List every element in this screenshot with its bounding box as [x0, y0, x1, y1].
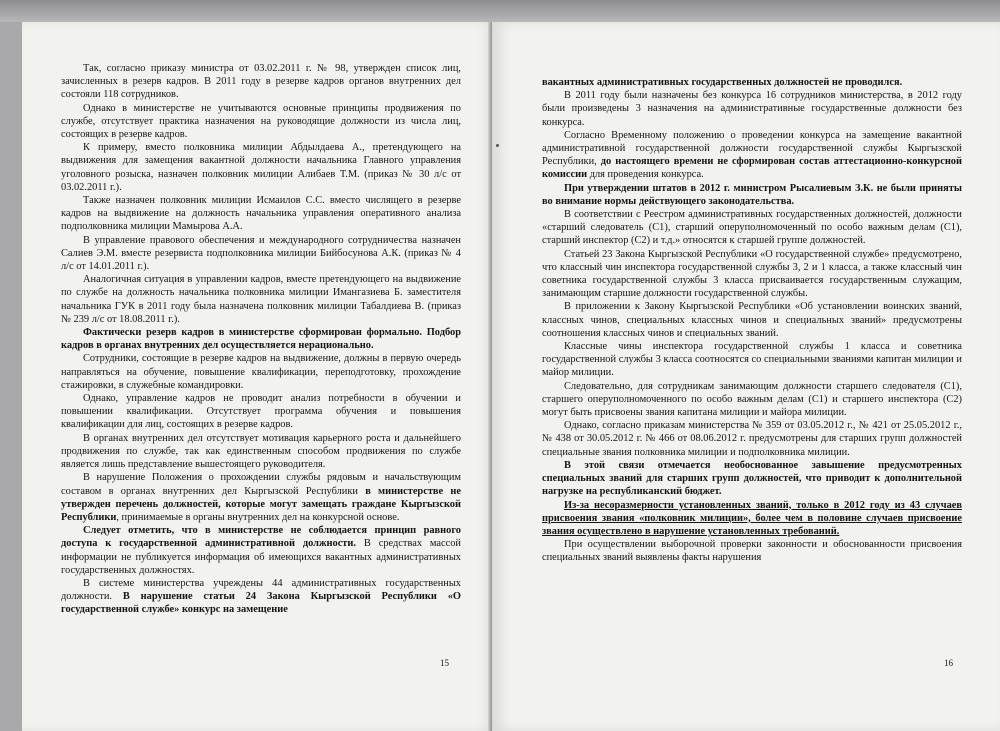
page-number-left: 15 — [440, 658, 449, 668]
text-run: , принимаемые в органы внутренних дел на конкурсной основе. — [116, 511, 400, 523]
text-run: В органах внутренних дел отсутствует мотивация карьерного роста и дальнейшего продвижения по службе, так как единственным способом продвижения по службе является лишь представление вышестоящего руководителя. — [61, 432, 461, 471]
text-run: Однако, согласно приказам министерства № 359 от 03.05.2012 г., № 421 от 25.05.2012 г., № 438 от 30.05.2012 г. № 466 от 08.06.2012 г. предусмотрены для старших групп должностей специальные звания полковника милиции и подполковника милиции. — [542, 420, 962, 458]
right-page — [492, 22, 1000, 731]
paragraph — [61, 194, 461, 234]
text-run: Согласно Временному положению о проведении конкурса на замещение вакантной административной государственной должности государственной службы Кыргызской Республики, — [542, 129, 962, 168]
text-run: в министерстве не утвержден перечень должностей, которые могут замещать граждане Кыргызской Республики — [61, 485, 461, 523]
text-run: В нарушение статьи 24 Закона Кыргызской Республики «О государственной службе» конкурс на замещение — [61, 591, 461, 616]
text-run: для проведения конкурса. — [587, 169, 704, 181]
text-run: Сотрудники, состоящие в резерве кадров на выдвижение, должны в первую очередь направляться на обучение, повышение квалификации, переподготовку, прохождение стажировки, в служебные командировки. — [61, 353, 461, 391]
text-run: Аналогичная ситуация в управлении кадров, вместе претендующего на выдвижение по службе на должность начальника полковника милиции Имангазиева Б. заместителя начальника ГУК в 2011 году была назначена полковник милиции Табалдиева В. (приказ № 239 л/с от 18.08.2011 г.). — [61, 274, 461, 325]
paragraph — [542, 129, 962, 182]
scan-top-edge — [0, 0, 1000, 22]
text-run: Статьей 23 Закона Кыргызской Республики «О государственной службе» предусмотрено, что классный чин инспектора государственной службы 3, 2 и 1 класса, а также классный чин советника государственной службы 3 класса присваивается государственным служащим, занимающим старшие должности государственной службы. — [542, 248, 962, 300]
left-page-text — [61, 62, 461, 617]
paragraph — [61, 471, 461, 524]
paragraph — [542, 208, 962, 248]
text-run: Однако в министерстве не учитываются основные принципы продвижения по службе, отсутствует практика назначения на руководящие должности из числа лиц, состоящих в резерве кадров. — [61, 102, 461, 141]
paragraph — [542, 499, 962, 539]
left-page — [22, 22, 492, 731]
paragraph — [61, 62, 461, 102]
text-run: Следует отметить, что в министерстве не соблюдается принцип равного доступа к государственной административной должности. — [61, 525, 461, 550]
page-number-right: 16 — [944, 658, 953, 668]
right-page-text — [542, 76, 962, 565]
paragraph — [542, 248, 962, 301]
text-run: В системе министерства учреждены 44 административных государственных должности. — [61, 577, 461, 603]
paragraph — [542, 76, 962, 89]
text-run: При осуществлении выборочной проверки законности и обоснованности присвоения специальных званий выявлены факты нарушения — [542, 539, 962, 564]
text-run: В приложении к Закону Кыргызской Республики «Об установлении воинских званий, классных чинов, специальных классных чинов и специальных званий» предусмотрены соотношения классных чинов и специальных званий. — [542, 301, 962, 339]
text-run: до настоящего времени не сформирован состав аттестационно-конкурсной комиссии — [542, 156, 962, 181]
paragraph — [542, 538, 962, 564]
paragraph — [542, 340, 962, 380]
text-run: При утверждении штатов в 2012 г. министром Рысалиевым З.К. не были приняты во внимание нормы действующего законодательства. — [542, 182, 962, 207]
paragraph — [61, 234, 461, 274]
text-run: Следовательно, для сотрудникам занимающим должности старшего следователя (С1), старшего оперуполномоченного по особо важным делам (С1) и старшего инспектора (С2) могут быть присвоены звания капитана милиции и майора милиции. — [542, 380, 962, 419]
paragraph — [542, 419, 962, 459]
text-run: Однако, управление кадров не проводит анализ потребности в обучении и повышении квалификации. Отсутствует программа обучения и повышения квалификации для лиц, состоящих в резерве кадров. — [61, 393, 461, 431]
text-run: Также назначен полковник милиции Исмаилов С.С. вместо числящего в резерве кадров на выдвижение на должность начальника управления оперативного анализа подполковника милиции Мамырова А.А. — [61, 195, 461, 233]
text-run: В этой связи отмечается необоснованное завышение предусмотренных специальных званий для старших групп должностей, что приводит к дополнительной нагрузке на республиканский бюджет. — [542, 459, 962, 498]
text-run: вакантных административных государственных должностей не проводился. — [542, 77, 903, 88]
paragraph — [61, 577, 461, 617]
paragraph — [61, 141, 461, 194]
text-run: Фактически резерв кадров в министерстве сформирован формально. Подбор кадров в органах внутренних дел осуществляется нерационально. — [61, 327, 461, 352]
scan-speck — [496, 144, 499, 147]
paragraph — [61, 524, 461, 577]
paragraph — [61, 326, 461, 352]
paragraph — [542, 459, 962, 499]
text-run: В управление правового обеспечения и международного сотрудничества назначен Салиев Э.М. вместе резервиста подполковника милиции Бийбосунова А.К. (приказ № 4 л/с от 14.01.2011 г.). — [61, 234, 461, 273]
text-run: Классные чины инспектора государственной службы 1 класса и советника государственной службы 3 класса соотносятся со специальными званиями капитан милиции и майор милиции. — [542, 341, 962, 379]
paragraph — [61, 102, 461, 142]
paragraph — [542, 380, 962, 420]
text-run: К примеру, вместо полковника милиции Абдылдаева А., претендующего на выдвижения для замещения вакантной должности начальника Главного управления уголовного розыска, назначен полковник милиции Алибаев Т.М. (приказ № 30 л/с от 03.02.2011 г.). — [61, 142, 461, 193]
paragraph — [542, 300, 962, 340]
paragraph — [61, 392, 461, 432]
text-run: В нарушение Положения о прохождении службы рядовым и начальствующим составом в органах внутренних дел Кыргызской Республики — [61, 472, 461, 497]
text-run: В 2011 году были назначены без конкурса 16 сотрудников министерства, в 2012 году были произведены 3 назначения на административные государственные должности без конкурса. — [542, 90, 962, 128]
paragraph — [61, 432, 461, 472]
text-run: Так, согласно приказу министра от 03.02.2011 г. № 98, утвержден список лиц, зачисленных в резерв кадров. В 2011 году в резерве кадров органов внутренних дел состояли 118 сотрудников. — [61, 63, 461, 101]
text-run: Из-за несоразмерности установленных званий, только в 2012 году из 43 случаев присвоения звания «полковник милиции», более чем в половине случаев присвоение звания осуществлено в нарушение установленных требований. — [542, 499, 962, 537]
paragraph — [61, 273, 461, 326]
text-run: В соответствии с Реестром административных государственных должностей, должности «старший следователь (С1), старший оперуполномоченный по особо важным делам (С1), старший инспектор (С2) и т.д.» относятся к старшей группе должностей. — [542, 209, 962, 247]
paragraph — [542, 89, 962, 129]
paragraph — [61, 352, 461, 392]
text-run: В средствах массой информации не публикуется информация об имеющихся вакантных административных государственных должностях. — [61, 538, 461, 576]
paragraph — [542, 182, 962, 208]
